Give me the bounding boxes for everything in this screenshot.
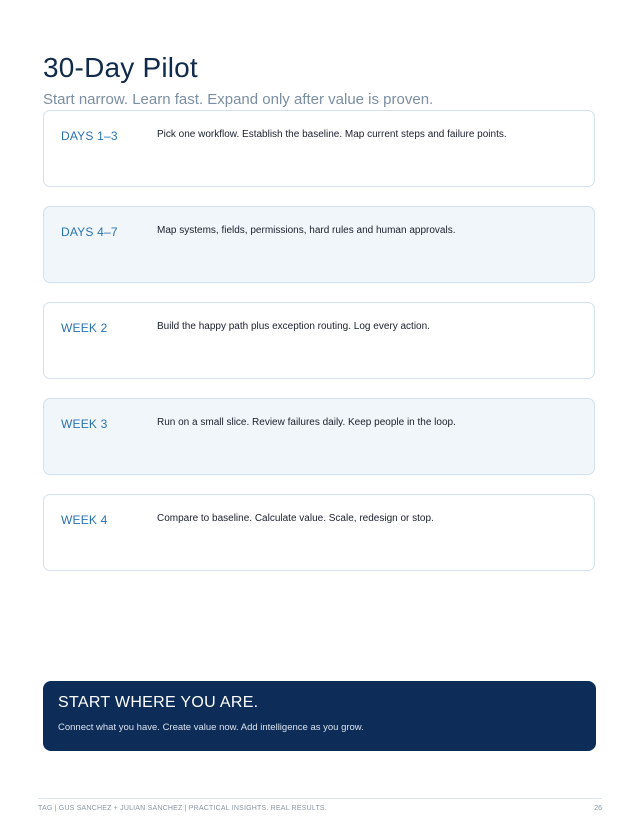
timeline-card-label: WEEK 2	[61, 321, 108, 335]
timeline-card-label: DAYS 1–3	[61, 129, 118, 143]
timeline-card-week-2	[43, 302, 595, 379]
footer-text: TAG | GUS SANCHEZ + JULIAN SANCHEZ | PRACTICAL INSIGHTS. REAL RESULTS.	[38, 805, 327, 812]
timeline-card-text: Map systems, fields, permissions, hard rules and human approvals.	[157, 225, 456, 236]
timeline-card-label: WEEK 4	[61, 513, 108, 527]
timeline-card-text: Pick one workflow. Establish the baseline. Map current steps and failure points.	[157, 129, 507, 140]
page-subtitle: Start narrow. Learn fast. Expand only after value is proven.	[43, 91, 434, 108]
timeline-card-label: WEEK 3	[61, 417, 108, 431]
timeline-card-label: DAYS 4–7	[61, 225, 118, 239]
footer-divider	[38, 798, 602, 799]
callout-banner	[43, 681, 596, 751]
timeline-card-text: Build the happy path plus exception routing. Log every action.	[157, 321, 430, 332]
page-number: 26	[594, 805, 602, 812]
callout-title: START WHERE YOU ARE.	[58, 694, 259, 711]
timeline-card-text: Compare to baseline. Calculate value. Scale, redesign or stop.	[157, 513, 434, 524]
timeline-card-week-4	[43, 494, 595, 571]
callout-text: Connect what you have. Create value now. Add intelligence as you grow.	[58, 722, 364, 733]
timeline-card-week-3	[43, 398, 595, 475]
page-title: 30-Day Pilot	[43, 52, 198, 83]
timeline-card-days-4-7	[43, 206, 595, 283]
timeline-card-text: Run on a small slice. Review failures daily. Keep people in the loop.	[157, 417, 456, 428]
timeline-card-days-1-3	[43, 110, 595, 187]
